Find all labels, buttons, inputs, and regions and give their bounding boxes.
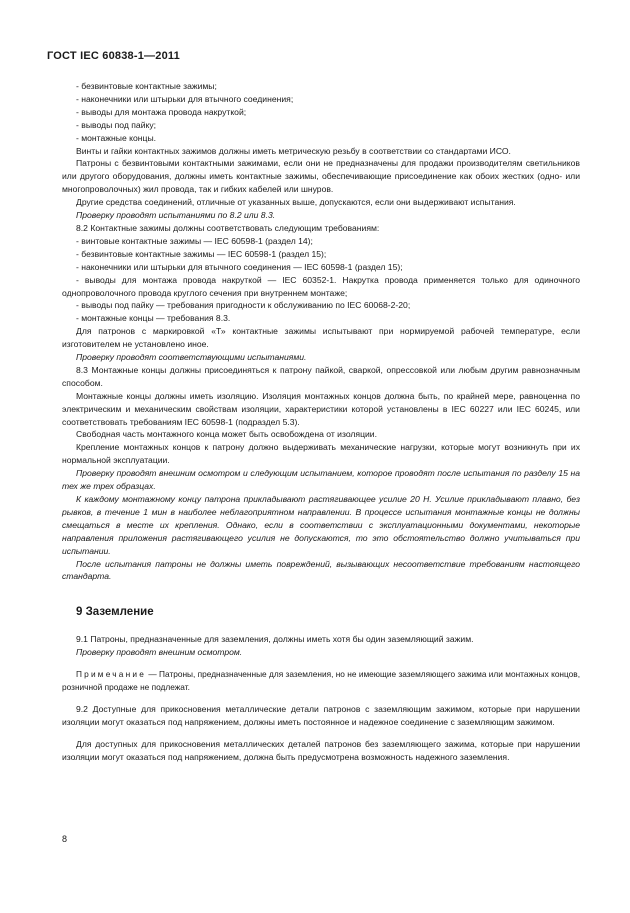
list-item: - выводы для монтажа провода накруткой; [76,106,247,117]
list-item: - монтажные концы. [76,132,157,143]
clause-9-2: 9.2 Доступные для прикосновения металлические детали патронов с заземляющим зажимом, которые при нарушении изоляции могут оказаться под напряжением, должны иметь постоянное и надежное соединение с заземляющим зажимом. [62,703,580,727]
list-item: - винтовые контактные зажимы — IEC 60598-1 (раздел 14); [76,235,313,246]
test-procedure: К каждому монтажному концу патрона прикладывают растягивающее усилие 20 Н. Усилие прикладывают плавно, без рывков, в течение 1 мин в наиболее неблагоприятном направлении. В процессе испытания монтажные концы не должны смещаться в месте их крепления. Однако, если в соответствии с эксплуатационными документами, некоторые направления приложения растягивающего усилия не допускаются, то это обстоятельство должно учитываться при испытании. [62,494,580,556]
paragraph: Другие средства соединений, отличные от указанных выше, допускаются, если они выдерживают испытания. [76,197,516,208]
section-title: 9 Заземление [76,606,154,619]
list-item: - монтажные концы — требования 8.3. [76,313,231,324]
list-item: - выводы для монтажа провода накруткой — IEC 60352-1. Накрутка провода применяется только для одиночного однопроволочного провода круглого сечения при внутреннем монтаже; [62,274,580,298]
check-statement: Проверку проводят испытаниями по 8.2 или 8.3. [76,210,276,221]
note [62,668,580,694]
paragraph: Винты и гайки контактных зажимов должны иметь метрическую резьбу в соответствии со стандартами ИСО. [76,145,511,156]
check-statement: Проверку проводят внешним осмотром и следующим испытанием, которое проводят после испытания по разделу 15 на тех же трех образцах. [62,468,580,492]
paragraph: Патроны с безвинтовыми контактными зажимами, если они не предназначены для продажи производителям светильников или другого оборудования, должны иметь контактные зажимы, обеспечивающие присоединение как обоих жестких (одно- или многопроволочных) жил провода, так и гибких кабелей или шнуров. [62,158,580,195]
paragraph: Свободная часть монтажного конца может быть освобождена от изоляции. [76,429,377,440]
list-item: - безвинтовые контактные зажимы — IEC 60598-1 (раздел 15); [76,248,327,259]
list-item: - наконечники или штырьки для втычного соединения — IEC 60598-1 (раздел 15); [76,261,403,272]
paragraph: Монтажные концы должны иметь изоляцию. Изоляция монтажных концов должна быть, по крайней мере, равноценна по электрическим и механическим свойствам изоляции, характеристики которой установлены в IEC 60227 или IEC 60245, или соответствовать требованиям IEC 60598-1 (подраздел 5.3). [62,390,580,427]
test-result: После испытания патроны не должны иметь повреждений, вызывающих несоответствие требованиям настоящего стандарта. [62,558,580,582]
check-statement: Проверку проводят соответствующими испытаниями. [76,352,307,363]
page-number: 8 [62,834,68,844]
list-item: - наконечники или штырьки для втычного соединения; [76,93,294,104]
clause-9-1: 9.1 Патроны, предназначенные для заземления, должны иметь хотя бы один заземляющий зажим. [76,634,474,645]
paragraph: Крепление монтажных концов к патрону должно выдерживать механические нагрузки, которые могут возникнуть при их нормальной эксплуатации. [62,442,580,466]
list-item: - выводы под пайку — требования пригодности к обслуживанию по IEC 60068-2-20; [76,300,411,311]
paragraph: Для доступных для прикосновения металлических деталей патронов без заземляющего зажима, которые при нарушении изоляции могут оказаться под напряжением, должна быть предусмотрена возможность надежного заземления. [62,738,580,762]
clause-8-3-intro: 8.3 Монтажные концы должны присоединяться к патрону пайкой, сваркой, опрессовкой или любым другим равнозначным способом. [62,364,580,388]
clause-8-2-intro: 8.2 Контактные зажимы должны соответствовать следующим требованиям: [76,222,380,233]
document-body [62,80,580,764]
paragraph: Для патронов с маркировкой «Т» контактные зажимы испытывают при нормируемой рабочей температуре, если изготовителем не установлено иное. [62,326,580,350]
list-item: - безвинтовые контактные зажимы; [76,81,217,91]
list-item: - выводы под пайку; [76,119,157,130]
check-statement: Проверку проводят внешним осмотром. [76,647,243,658]
note-lead: Примечание [76,669,147,680]
document-header: ГОСТ IEC 60838-1—2011 [47,50,180,62]
note-text: — Патроны, предназначенные для заземления, но не имеющие заземляющего зажима или монтажных концов, розничной продаже не подлежат. [62,669,580,692]
